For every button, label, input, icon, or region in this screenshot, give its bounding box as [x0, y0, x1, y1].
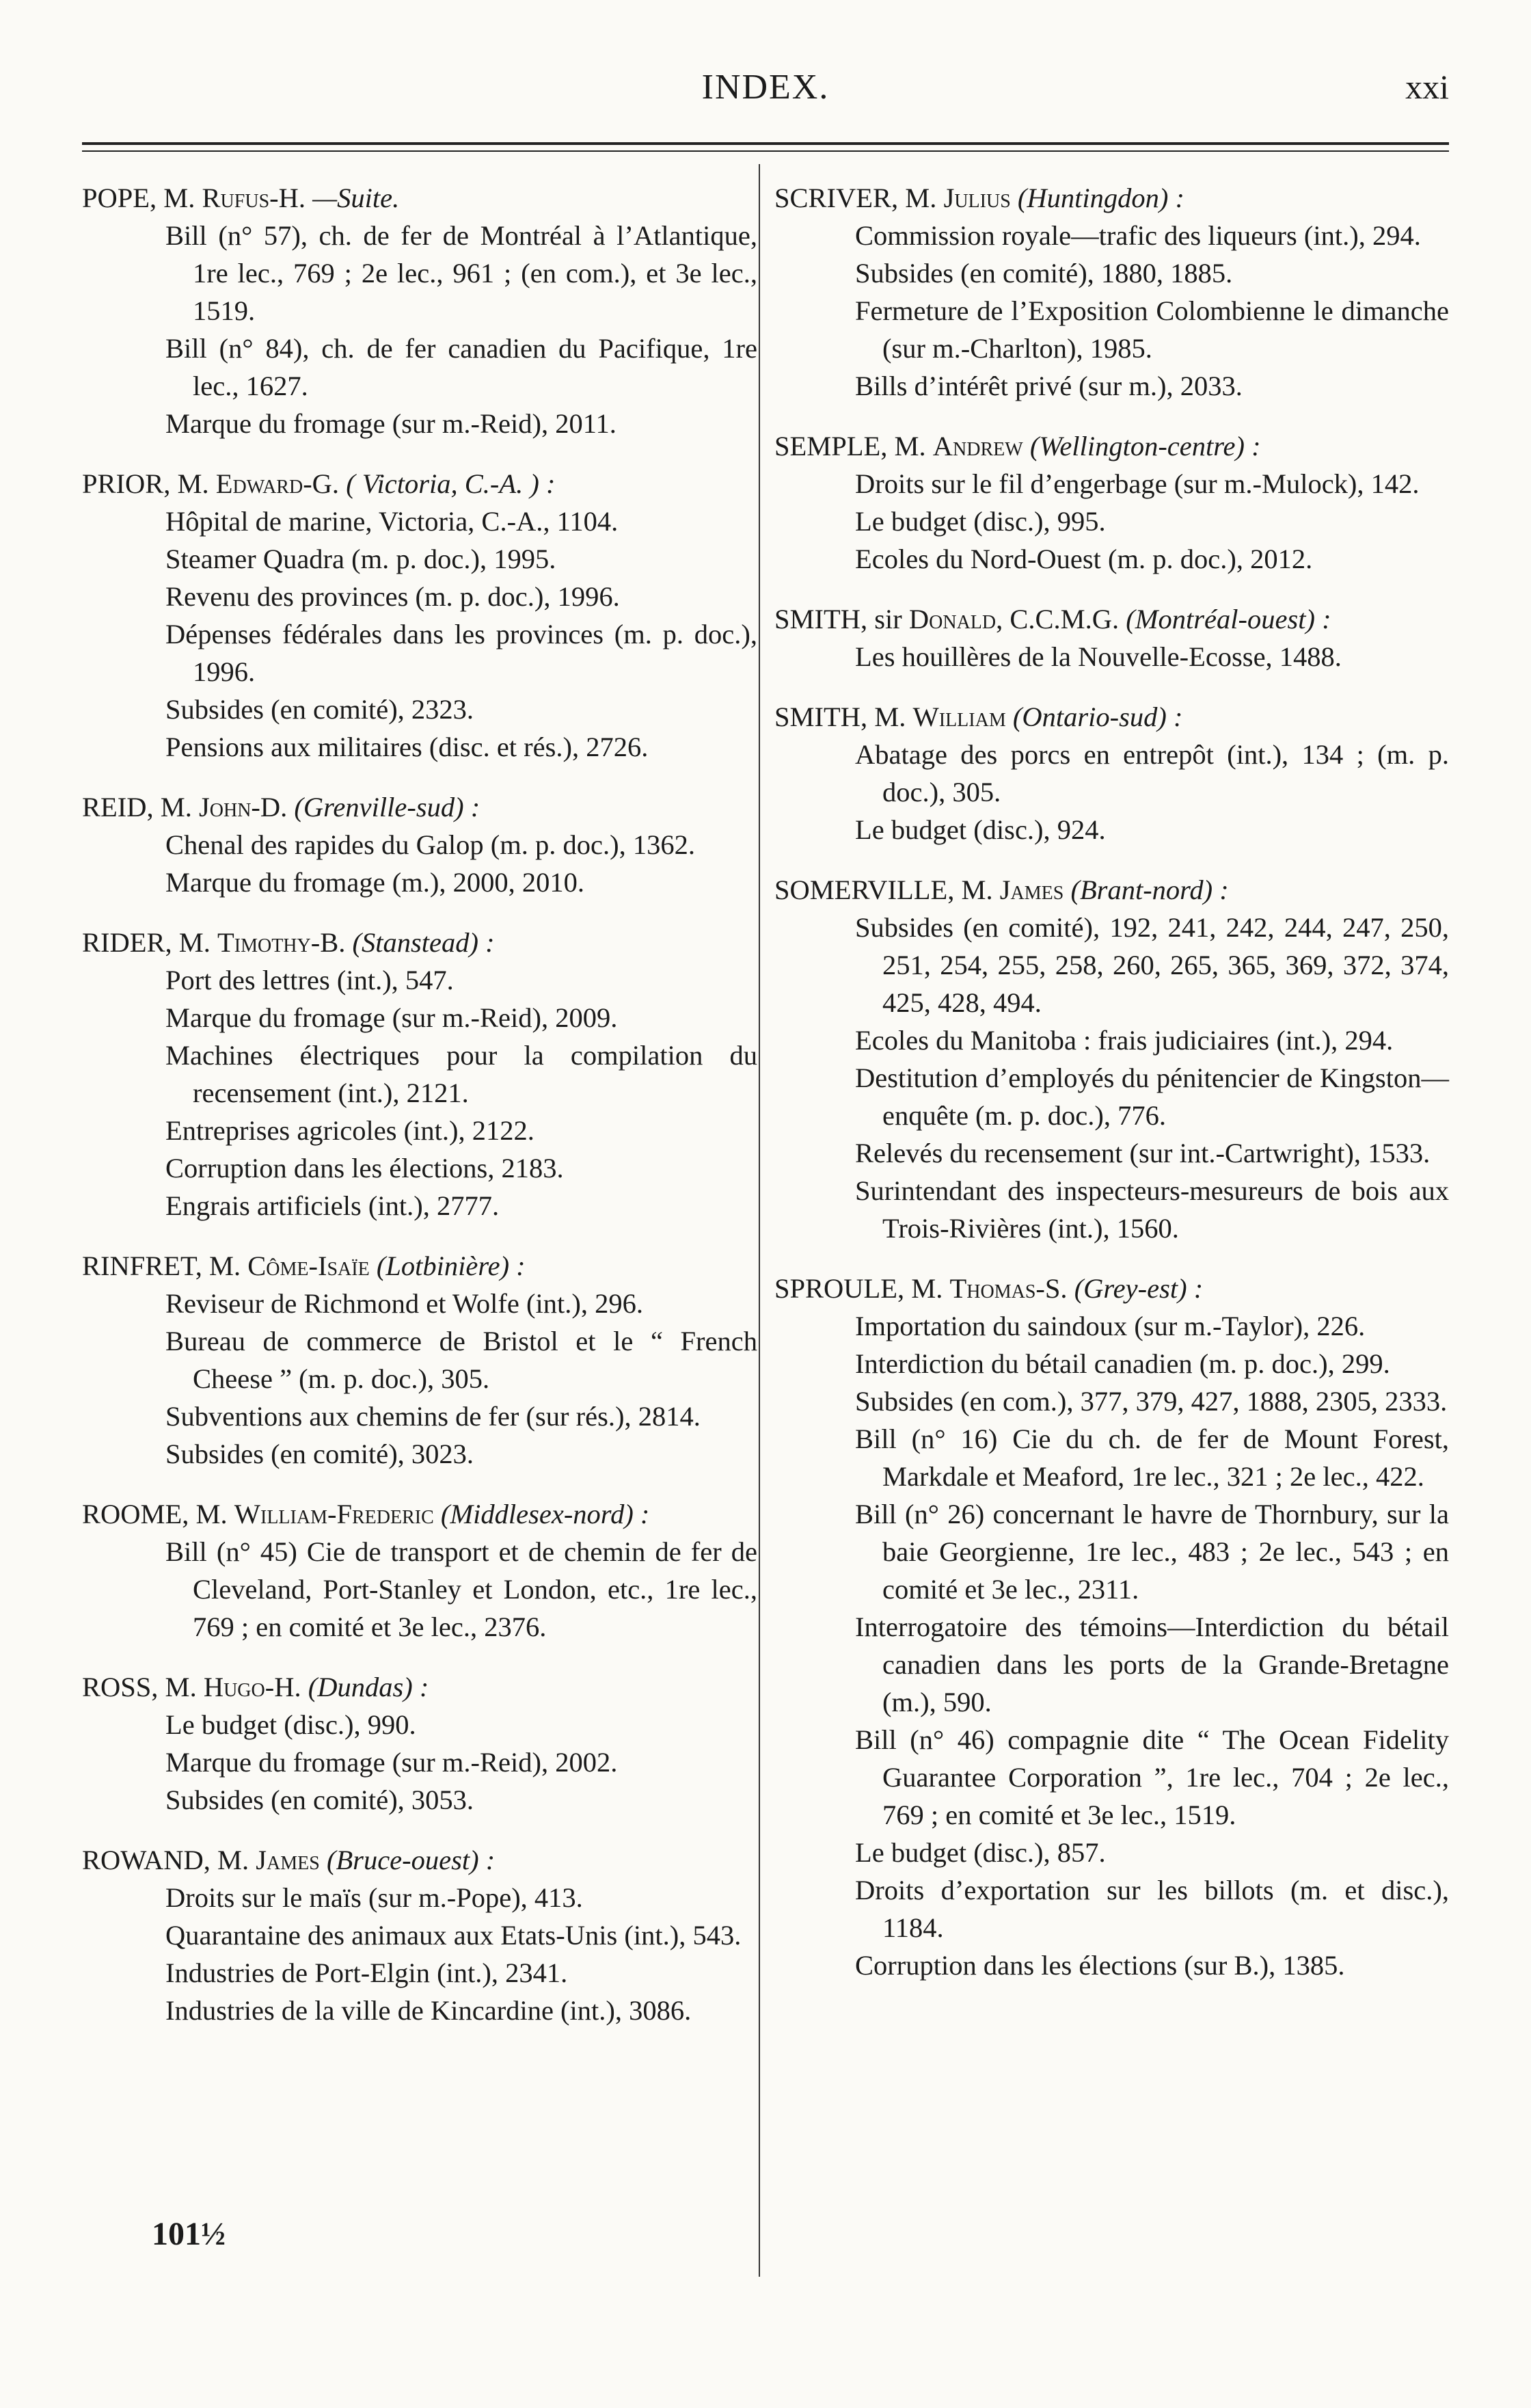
entry-given-name: Hugo-H. — [203, 1672, 301, 1702]
entry-constituency: (Ontario-sud) : — [1012, 701, 1183, 732]
entry-reference: Chenal des rapides du Galop (m. p. doc.), 1362. — [165, 829, 695, 860]
index-entry — [774, 1270, 1449, 1984]
entry-constituency: ( Victoria, C.-A. ) : — [346, 468, 556, 499]
entry-constituency: (Brant-nord) : — [1070, 874, 1229, 905]
header-rule-thick — [82, 142, 1449, 145]
entry-reference: Droits sur le fil d’engerbage (sur m.-Mulock), 142. — [855, 468, 1420, 499]
entry-reference: Corruption dans les élections, 2183. — [165, 1153, 564, 1183]
entry-heading — [82, 1495, 757, 1533]
entry-given-name: Andrew — [932, 431, 1023, 461]
entry-surname: SPROULE, M. — [774, 1273, 943, 1304]
entry-surname: REID, M. — [82, 792, 192, 822]
entry-given-name: William-Frederic — [234, 1499, 434, 1529]
index-entry — [82, 1495, 757, 1646]
index-entry — [774, 427, 1449, 578]
header-rule-thin — [82, 150, 1449, 152]
entry-reference: Hôpital de marine, Victoria, C.-A., 1104. — [165, 506, 619, 537]
entry-surname: POPE, M. — [82, 183, 195, 213]
entry-constituency: (Huntingdon) : — [1017, 183, 1184, 213]
index-entry — [82, 1841, 757, 2029]
entry-given-name: Timothy-B. — [217, 927, 346, 958]
signature-mark: 101½ — [152, 2216, 226, 2252]
page-header — [82, 67, 1449, 115]
entry-reference: Subsides (en comité), 2323. — [165, 694, 474, 725]
entry-reference: Bureau de commerce de Bristol et le “ French Cheese ” (m. p. doc.), 305. — [165, 1326, 757, 1394]
entry-reference: Revenu des provinces (m. p. doc.), 1996. — [165, 581, 620, 612]
entry-reference: Industries de Port-Elgin (int.), 2341. — [165, 1957, 568, 1988]
entry-reference: Pensions aux militaires (disc. et rés.), 2726. — [165, 732, 649, 762]
entry-reference: Ecoles du Nord-Ouest (m. p. doc.), 2012. — [855, 544, 1313, 574]
entry-reference: Subsides (en comité), 1880, 1885. — [855, 258, 1233, 289]
index-entry — [82, 788, 757, 901]
entry-reference: Interrogatoire des témoins—Interdiction du bétail canadien dans les ports de la Grande-Bretagne (m.), 590. — [855, 1611, 1449, 1717]
entry-given-name: James — [999, 874, 1064, 905]
entry-given-name: Julius — [943, 183, 1011, 213]
entry-given-name: John-D. — [199, 792, 288, 822]
entry-surname: SMITH, M. — [774, 701, 906, 732]
entry-reference: Bills d’intérêt privé (sur m.), 2033. — [855, 371, 1243, 401]
entry-heading — [82, 1247, 757, 1285]
entry-constituency: (Bruce-ouest) : — [326, 1845, 496, 1875]
entry-surname: ROOME, M. — [82, 1499, 228, 1529]
entry-reference: Fermeture de l’Exposition Colombienne le dimanche (sur m.-Charlton), 1985. — [855, 295, 1449, 364]
entry-constituency: (Dundas) : — [308, 1672, 429, 1702]
entry-reference: Droits sur le maïs (sur m.-Pope), 413. — [165, 1882, 583, 1913]
entry-reference: Corruption dans les élections (sur B.), 1385. — [855, 1950, 1345, 1981]
entry-reference: Quarantaine des animaux aux Etats-Unis (int.), 543. — [165, 1920, 742, 1951]
page-number: xxi — [1405, 68, 1449, 106]
entry-heading — [774, 600, 1449, 638]
entry-reference: Bill (n° 46) compagnie dite “ The Ocean Fidelity Guarantee Corporation ”, 1re lec., 704 ; 2e lec., 769 ; en comité et 3e lec., 1519. — [855, 1724, 1449, 1830]
left-column — [82, 179, 757, 2052]
entry-given-name: Thomas-S. — [949, 1273, 1068, 1304]
index-entry — [82, 1668, 757, 1819]
entry-reference: Bill (n° 84), ch. de fer canadien du Pacifique, 1re lec., 1627. — [165, 333, 757, 401]
entry-reference: Marque du fromage (sur m.-Reid), 2011. — [165, 408, 617, 439]
column-divider — [759, 164, 760, 2277]
entry-surname: SMITH, sir — [774, 604, 902, 634]
entry-constituency: (Wellington-centre) : — [1029, 431, 1261, 461]
entry-given-name: Edward-G. — [215, 468, 340, 499]
entry-reference: Les houillères de la Nouvelle-Ecosse, 1488. — [855, 641, 1342, 672]
entry-heading — [82, 1841, 757, 1879]
entry-constituency: (Middlesex-nord) : — [440, 1499, 650, 1529]
entry-given-name: William — [912, 701, 1006, 732]
entry-constituency: (Stanstead) : — [352, 927, 495, 958]
entry-heading — [82, 179, 757, 217]
entry-surname: ROWAND, M. — [82, 1845, 249, 1875]
entry-reference: Port des lettres (int.), 547. — [165, 965, 454, 995]
entry-reference: Le budget (disc.), 924. — [855, 814, 1106, 845]
entry-reference: Surintendant des inspecteurs-mesureurs de bois aux Trois-Rivières (int.), 1560. — [855, 1175, 1449, 1244]
entry-heading — [82, 788, 757, 826]
entry-reference: Engrais artificiels (int.), 2777. — [165, 1190, 500, 1221]
entry-reference: Bill (n° 57), ch. de fer de Montréal à l’Atlantique, 1re lec., 769 ; 2e lec., 961 ; (en com.), et 3e lec., 1519. — [165, 220, 757, 326]
entry-given-name: Côme-Isaïe — [247, 1250, 370, 1281]
entry-reference: Le budget (disc.), 857. — [855, 1837, 1106, 1868]
entry-reference: Importation du saindoux (sur m.-Taylor), 226. — [855, 1311, 1366, 1341]
entry-heading — [82, 1668, 757, 1706]
entry-reference: Commission royale—trafic des liqueurs (int.), 294. — [855, 220, 1421, 251]
entry-surname: PRIOR, M. — [82, 468, 209, 499]
entry-reference: Entreprises agricoles (int.), 2122. — [165, 1115, 534, 1146]
entry-given-name: Rufus-H. — [202, 183, 306, 213]
entry-reference: Destitution d’employés du pénitencier de Kingston—enquête (m. p. doc.), 776. — [855, 1062, 1449, 1131]
entry-reference: Abatage des porcs en entrepôt (int.), 134 ; (m. p. doc.), 305. — [855, 739, 1449, 807]
entry-heading — [774, 698, 1449, 736]
entry-reference: Le budget (disc.), 990. — [165, 1709, 416, 1740]
entry-reference: Bill (n° 16) Cie du ch. de fer de Mount Forest, Markdale et Meaford, 1re lec., 321 ; 2e lec., 422. — [855, 1423, 1449, 1492]
index-entry — [774, 179, 1449, 405]
entry-reference: Subsides (en comité), 3053. — [165, 1784, 474, 1815]
entry-reference: Subsides (en com.), 377, 379, 427, 1888, 2305, 2333. — [855, 1386, 1448, 1417]
entry-reference: Relevés du recensement (sur int.-Cartwright), 1533. — [855, 1138, 1431, 1168]
index-entry — [774, 871, 1449, 1247]
page-title: INDEX. — [701, 68, 830, 107]
entry-reference: Marque du fromage (sur m.-Reid), 2002. — [165, 1747, 618, 1778]
entry-surname: SCRIVER, M. — [774, 183, 937, 213]
entry-heading — [774, 179, 1449, 217]
entry-reference: Steamer Quadra (m. p. doc.), 1995. — [165, 544, 556, 574]
entry-heading — [774, 427, 1449, 465]
index-entry — [82, 465, 757, 766]
entry-heading — [82, 465, 757, 503]
entry-reference: Marque du fromage (sur m.-Reid), 2009. — [165, 1002, 618, 1033]
entry-constituency: —Suite. — [312, 183, 400, 213]
entry-heading — [774, 1270, 1449, 1307]
index-entry — [82, 924, 757, 1225]
index-entry — [774, 600, 1449, 675]
index-entry — [82, 1247, 757, 1473]
entry-surname: ROSS, M. — [82, 1672, 197, 1702]
entry-heading — [82, 924, 757, 961]
entry-surname: SEMPLE, M. — [774, 431, 926, 461]
entry-constituency: (Lotbinière) : — [376, 1250, 526, 1281]
entry-surname: RINFRET, M. — [82, 1250, 241, 1281]
entry-reference: Ecoles du Manitoba : frais judiciaires (int.), 294. — [855, 1025, 1394, 1056]
entry-reference: Marque du fromage (m.), 2000, 2010. — [165, 867, 584, 898]
entry-reference: Interdiction du bétail canadien (m. p. doc.), 299. — [855, 1348, 1390, 1379]
entry-constituency: (Montréal-ouest) : — [1126, 604, 1331, 634]
entry-surname: SOMERVILLE, M. — [774, 874, 993, 905]
entry-reference: Le budget (disc.), 995. — [855, 506, 1106, 537]
right-column — [774, 179, 1449, 2007]
entry-reference: Subsides (en comité), 192, 241, 242, 244, 247, 250, 251, 254, 255, 258, 260, 265, 365, 369, 372, 374, 425, 428, 494. — [855, 912, 1449, 1018]
entry-reference: Industries de la ville de Kincardine (int.), 3086. — [165, 1995, 692, 2026]
entry-reference: Reviseur de Richmond et Wolfe (int.), 296. — [165, 1288, 643, 1319]
entry-surname: RIDER, M. — [82, 927, 211, 958]
entry-constituency: (Grenville-sud) : — [294, 792, 480, 822]
entry-reference: Droits d’exportation sur les billots (m. et disc.), 1184. — [855, 1875, 1449, 1943]
entry-reference: Machines électriques pour la compilation du recensement (int.), 2121. — [165, 1040, 757, 1108]
entry-reference: Subsides (en comité), 3023. — [165, 1439, 474, 1469]
entry-given-name: Donald, C.C.M.G. — [908, 604, 1120, 634]
index-entry — [774, 698, 1449, 848]
entry-reference: Bill (n° 45) Cie de transport et de chemin de fer de Cleveland, Port-Stanley et London, etc., 1re lec., 769 ; en comité et 3e lec., 2376. — [165, 1536, 757, 1642]
entry-constituency: (Grey-est) : — [1074, 1273, 1204, 1304]
index-entry — [82, 179, 757, 442]
entry-given-name: James — [256, 1845, 320, 1875]
entry-heading — [774, 871, 1449, 909]
entry-reference: Bill (n° 26) concernant le havre de Thornbury, sur la baie Georgienne, 1re lec., 483 ; 2e lec., 543 ; en comité et 3e lec., 2311. — [855, 1499, 1449, 1605]
entry-reference: Dépenses fédérales dans les provinces (m. p. doc.), 1996. — [165, 619, 757, 687]
entry-reference: Subventions aux chemins de fer (sur rés.), 2814. — [165, 1401, 701, 1432]
